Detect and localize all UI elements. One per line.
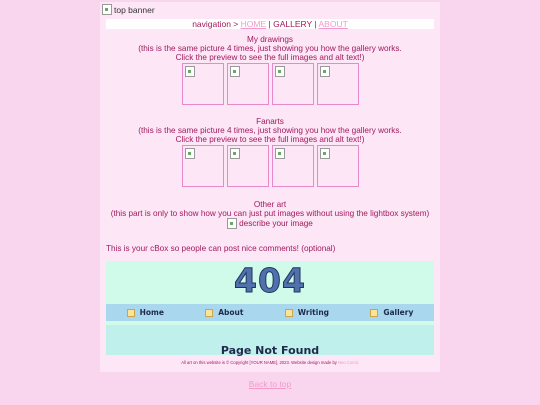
broken-image-icon	[185, 66, 195, 77]
back-to-top	[0, 379, 540, 389]
gallery-thumbnail[interactable]	[272, 63, 314, 105]
top-banner-image	[102, 4, 155, 15]
back-to-top-link[interactable]: Back to top	[248, 379, 292, 389]
gallery-thumbnail[interactable]	[182, 145, 224, 187]
fanarts-section	[100, 117, 440, 187]
content-panel	[100, 2, 440, 372]
broken-image-icon	[320, 66, 330, 77]
footer-copyright: All art on this website is © Copyright [YOUR NAME], 2023. Website design made by	[181, 360, 337, 365]
drawings-gallery	[100, 63, 440, 105]
fanarts-note-1: (this is the same picture 4 times, just showing you how the gallery works.	[138, 126, 402, 135]
other-art-section	[100, 200, 440, 231]
page-not-found-heading: Page Not Found	[220, 344, 320, 357]
drawings-section	[100, 35, 440, 105]
nav-current-gallery: GALLERY	[273, 19, 313, 29]
other-art-image	[227, 218, 313, 229]
fanarts-note-2: Click the preview to see the full images and alt text!)	[175, 135, 365, 144]
gallery-thumbnail[interactable]	[317, 145, 359, 187]
nav-link-home[interactable]: HOME	[240, 19, 267, 29]
top-banner-alt: top banner	[114, 4, 155, 15]
embed-nav-label: Home	[139, 308, 164, 317]
gallery-thumbnail[interactable]	[272, 145, 314, 187]
nav-separator: |	[314, 19, 317, 29]
fanarts-gallery	[100, 145, 440, 187]
embed-nav-writing[interactable]	[285, 308, 329, 317]
broken-image-icon	[275, 148, 285, 159]
gallery-thumbnail[interactable]	[182, 63, 224, 105]
navigation-bar	[106, 19, 434, 29]
fanarts-title: Fanarts	[256, 117, 284, 126]
embed-nav-about[interactable]	[205, 308, 243, 317]
cbox-embed-frame[interactable]	[106, 261, 434, 357]
footer	[100, 360, 440, 365]
broken-image-icon	[230, 66, 240, 77]
other-art-image-alt: describe your image	[239, 219, 313, 228]
nav-prefix: navigation >	[192, 19, 239, 29]
embed-body	[106, 325, 434, 355]
embed-nav-gallery[interactable]	[370, 308, 413, 317]
embed-nav-bar	[106, 304, 434, 321]
error-code: 404	[234, 261, 306, 300]
broken-image-icon	[230, 148, 240, 159]
drawings-note-1: (this is the same picture 4 times, just showing you how the gallery works.	[138, 44, 402, 53]
folder-icon	[205, 309, 213, 317]
broken-image-icon	[275, 66, 285, 77]
embed-nav-label: Gallery	[383, 308, 414, 317]
broken-image-icon	[102, 4, 112, 15]
gallery-thumbnail[interactable]	[227, 145, 269, 187]
embed-nav-label: Writing	[297, 308, 330, 317]
broken-image-icon	[185, 148, 195, 159]
nav-separator: |	[268, 19, 271, 29]
cbox-description: This is your cBox so people can post nice comments! (optional)	[106, 244, 336, 253]
other-art-title: Other art	[253, 200, 287, 209]
footer-credit-link[interactable]: Neo Comic	[338, 360, 359, 365]
gallery-thumbnail[interactable]	[227, 63, 269, 105]
embed-nav-label: About	[218, 308, 244, 317]
folder-icon	[370, 309, 378, 317]
broken-image-icon	[227, 218, 237, 229]
drawings-note-2: Click the preview to see the full images and alt text!)	[175, 53, 365, 62]
embed-nav-home[interactable]	[127, 308, 164, 317]
drawings-title: My drawings	[247, 35, 293, 44]
folder-icon	[127, 309, 135, 317]
other-art-note: (this part is only to show how you can just put images without using the lightbox system)	[110, 209, 430, 218]
folder-icon	[285, 309, 293, 317]
broken-image-icon	[320, 148, 330, 159]
nav-link-about[interactable]: ABOUT	[318, 19, 348, 29]
gallery-thumbnail[interactable]	[317, 63, 359, 105]
